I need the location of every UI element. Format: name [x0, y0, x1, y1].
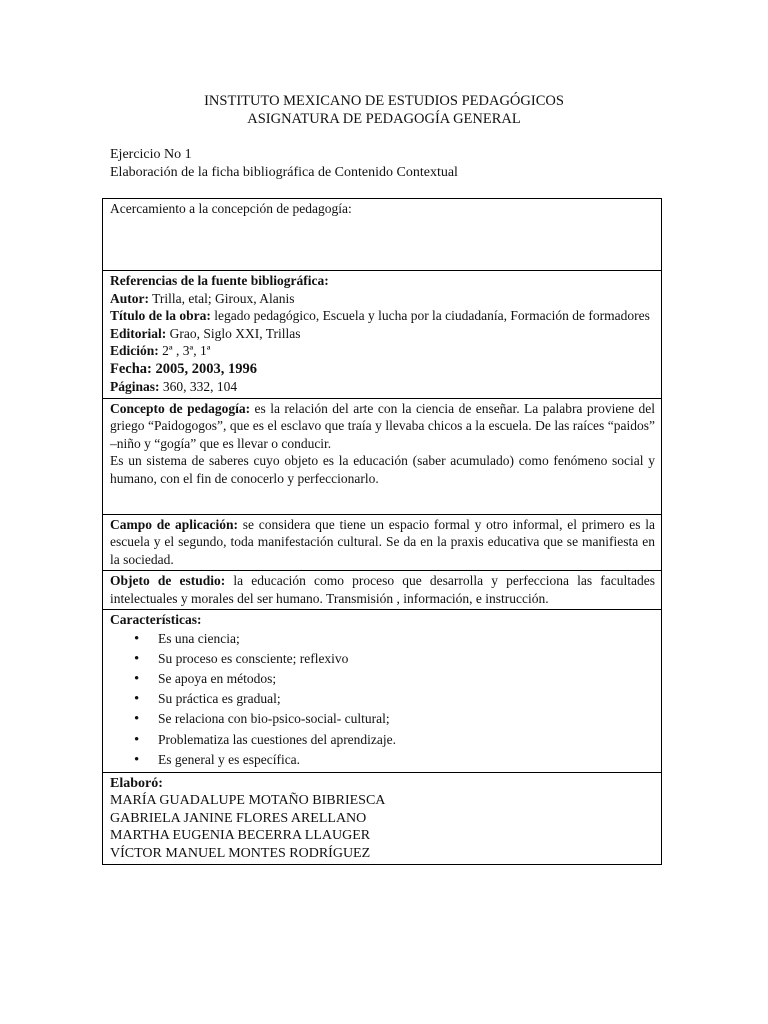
list-item: • Se relaciona con bio-psico-social- cultural; [158, 709, 655, 729]
paginas-line [110, 378, 655, 396]
autor-line [110, 290, 655, 308]
elaboro-label: Elaboró: [110, 775, 163, 791]
acercamiento-label: Acercamiento a la concepción de pedagogía: [110, 201, 352, 216]
concepto-label: Concepto de pedagogía: [110, 400, 251, 416]
objeto-label: Objeto de estudio: [110, 573, 226, 588]
author-name: VÍCTOR MANUEL MONTES RODRÍGUEZ [110, 845, 371, 861]
edicion-value: 2ª , 3ª, 1ª [158, 343, 211, 358]
bibliographic-card-table [102, 198, 662, 865]
paginas-label: Páginas: [110, 379, 160, 394]
row-concepto [103, 398, 662, 514]
objeto-text: la educación como proceso que desarrolla y perfecciona las facultades intelectuales y morales del ser humano. Transmisión , información, e instrucción. [110, 573, 655, 606]
author-name: MARTHA EUGENIA BECERRA LLAUGER [110, 828, 371, 844]
objeto-cell [103, 571, 662, 610]
row-referencias [103, 271, 662, 399]
exercise-description: Elaboración de la ficha bibliográfica de Contenido Contextual [110, 165, 458, 180]
concepto-text-1: es la relación del arte con la ciencia de enseñar. La palabra proviene del griego “Paidogogos”, que es el esclavo que traía y llevaba chicos a la escuela. De las raíces “paidos” –niño y “gogía” que es llevar o conducir. [110, 400, 656, 451]
concepto-paragraph-1 [110, 400, 655, 453]
campo-label: Campo de aplicación: [110, 516, 238, 532]
list-item: • Es una ciencia; [158, 629, 655, 649]
edicion-line [110, 342, 655, 360]
list-item: • Su práctica es gradual; [158, 689, 655, 709]
author-name: GABRIELA JANINE FLORES ARELLANO [110, 810, 367, 826]
list-item: • Se apoya en métodos; [158, 669, 655, 689]
document-header [0, 92, 768, 128]
editorial-value: Grao, Siglo XXI, Trillas [166, 325, 301, 341]
caracteristicas-cell [103, 610, 662, 773]
fecha-value: 2005, 2003, 1996 [151, 360, 257, 377]
titulo-value: legado pedagógico, Escuela y lucha por la ciudadanía, Formación de formadores [210, 308, 650, 323]
elaboro-cell [103, 772, 662, 865]
list-item: • Su proceso es consciente; reflexivo [158, 649, 655, 669]
acercamiento-cell [103, 199, 662, 271]
institute-title: INSTITUTO MEXICANO DE ESTUDIOS PEDAGÓGICOS [204, 93, 564, 109]
autor-value: Trilla, etal; Giroux, Alanis [149, 290, 295, 306]
row-elaboro [103, 772, 662, 865]
concepto-cell [103, 398, 662, 514]
row-acercamiento [103, 199, 662, 271]
edicion-label: Edición: [110, 343, 159, 358]
autor-label: Autor: [110, 290, 149, 306]
campo-text: se considera que tiene un espacio formal y otro informal, el primero es la escuela y el segundo, toda manifestación cultural. Se da en la praxis educativa que se manifiesta en la sociedad. [110, 516, 655, 567]
row-campo [103, 514, 662, 571]
caracteristicas-label: Características: [110, 612, 202, 627]
concepto-text-2: Es un sistema de saberes cuyo objeto es la educación (saber acumulado) como fenómeno social y humano, con el fin de conocerlo y perfeccionarlo. [110, 453, 655, 486]
subject-title: ASIGNATURA DE PEDAGOGÍA GENERAL [247, 111, 521, 127]
row-objeto [103, 571, 662, 610]
editorial-label: Editorial: [110, 325, 167, 341]
referencias-heading: Referencias de la fuente bibliográfica: [110, 273, 329, 288]
titulo-line [110, 307, 655, 325]
fecha-line [110, 360, 655, 379]
exercise-intro [110, 146, 458, 182]
row-caracteristicas [103, 610, 662, 773]
titulo-label: Título de la obra: [110, 308, 211, 323]
campo-cell [103, 514, 662, 571]
author-name: MARÍA GUADALUPE MOTAÑO BIBRIESCA [110, 793, 386, 809]
referencias-cell [103, 271, 662, 399]
caracteristicas-list [110, 629, 655, 770]
editorial-line [110, 325, 655, 343]
list-item: • Es general y es específica. [158, 750, 655, 770]
fecha-label: Fecha: [110, 360, 152, 377]
list-item: • Problematiza las cuestiones del aprendizaje. [158, 730, 655, 750]
paginas-value: 360, 332, 104 [159, 379, 238, 394]
exercise-number: Ejercicio No 1 [110, 147, 192, 162]
